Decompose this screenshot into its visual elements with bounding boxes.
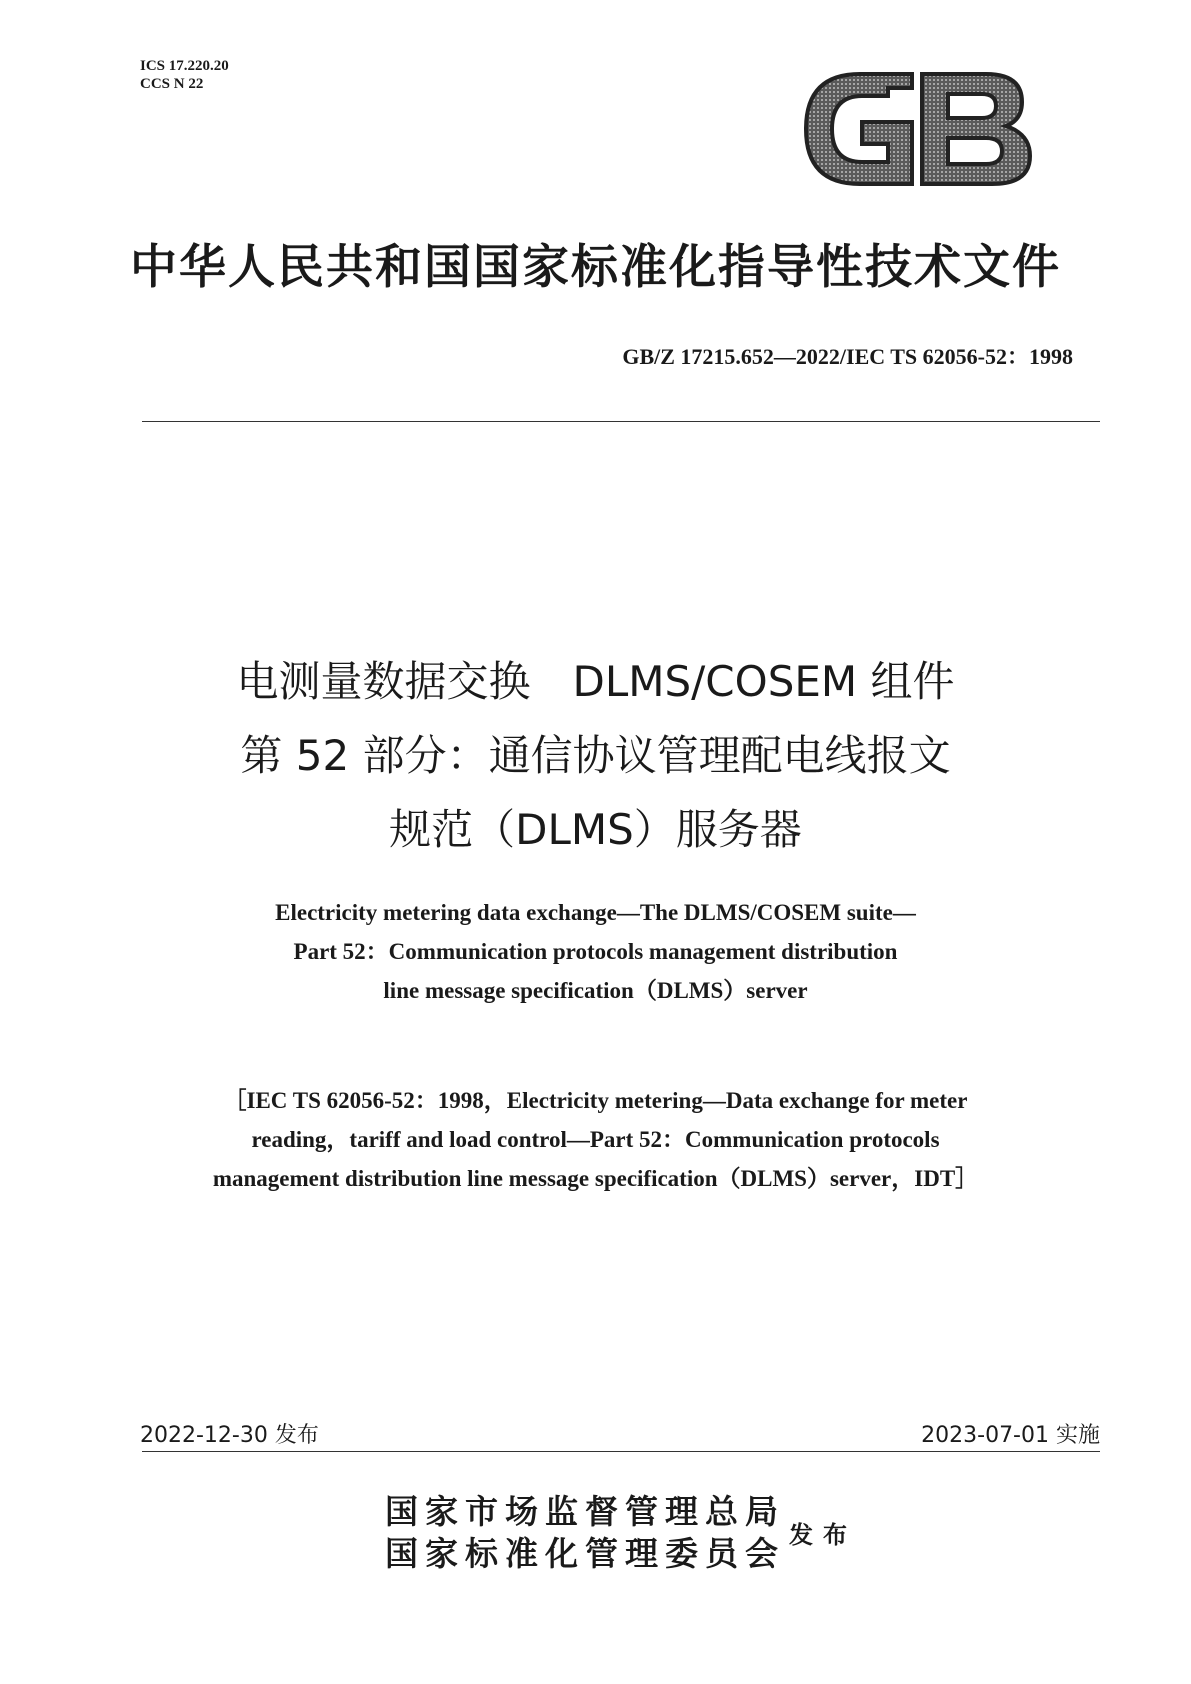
publisher-name: 国家标准化管理委员会 [385,1534,785,1573]
publish-label: 发布 [789,1521,857,1549]
equivalence-statement [0,1081,1191,1198]
publisher-name: 国家市场监督管理总局 [385,1492,785,1531]
chinese-title-line: 第 52 部分：通信协议管理配电线报文 [240,731,951,780]
ccs-code: CCS N 22 [140,76,204,92]
implementation-date: 2023-07-01 实施 [921,1423,1100,1448]
publishers [385,1491,785,1575]
footer-divider [142,1451,1100,1452]
english-title-line: Electricity metering data exchange—The DLMS/COSEM suite— [275,900,916,925]
logo-letter-b [922,74,1030,184]
issue-date: 2022-12-30 发布 [140,1423,319,1448]
equivalence-line: ［IEC TS 62056-52：1998，Electricity metering—Data exchange for meter [223,1088,968,1113]
document-type: 中华人民共和国国家标准化指导性技术文件 [130,240,1061,295]
english-title [0,893,1191,1010]
header-divider [142,421,1100,422]
ics-code: ICS 17.220.20 [140,58,229,74]
logo-letter-g [806,74,912,184]
gb-logo [800,66,1036,192]
equivalence-line: reading，tariff and load control—Part 52：Communication protocols [251,1127,940,1152]
chinese-title [0,645,1191,867]
standard-number: GB/Z 17215.652—2022/IEC TS 62056-52：1998 [622,344,1073,369]
classification-codes [140,57,229,93]
chinese-title-line: 电测量数据交换 DLMS/COSEM 组件 [236,657,955,706]
chinese-title-line: 规范（DLMS）服务器 [389,805,802,854]
english-title-line: line message specification（DLMS）server [383,978,808,1003]
equivalence-line: management distribution line message specification（DLMS）server，IDT］ [212,1166,979,1191]
english-title-line: Part 52：Communication protocols management distribution [293,939,898,964]
